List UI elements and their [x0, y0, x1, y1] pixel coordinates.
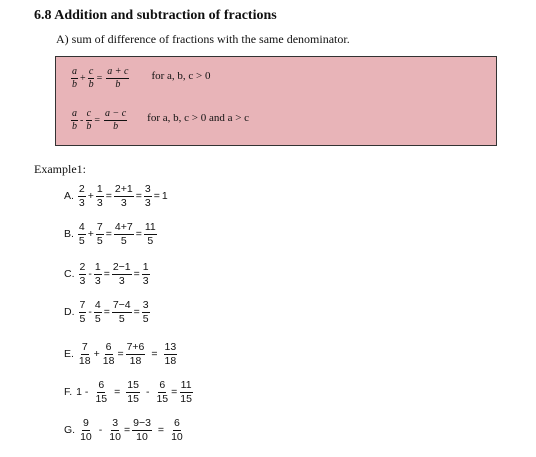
- rule2-frac-a: $\frac{a}{b}$: [72, 108, 77, 132]
- rule-box: [55, 56, 497, 146]
- rule-2: $\frac{a}{b}$ - $\frac{c}{b}$ = $\frac{a - c}{b}$ for a, b, c > 0 and a > c: [72, 108, 250, 132]
- example-title: Example1:: [34, 162, 86, 176]
- example-d: D. $\frac{7}{5}$ - $\frac{4}{5}$ = $\frac{7-4}{5}$ = $\frac{3}{5}$: [64, 299, 149, 325]
- example-f: F. 1 - $\frac{6}{15}$ = $\frac{15}{15}$ - $\frac{6}{15}$ = $\frac{11}{15}$: [64, 379, 192, 405]
- example-c: C. $\frac{2}{3}$ - $\frac{1}{3}$ = $\frac{2-1}{3}$ = $\frac{1}{3}$: [64, 261, 149, 287]
- example-b: B. $\frac{4}{5}$ + $\frac{7}{5}$ = $\frac{4+7}{5}$ = $\frac{11}{5}$: [64, 221, 156, 247]
- rule1-condition: for a, b, c > 0: [151, 69, 211, 82]
- example-a: A. $\frac{2}{3}$ + $\frac{1}{3}$ = $\frac{2+1}{3}$ = $\frac{3}{3}$ = 1: [64, 183, 168, 209]
- subtitle: A) sum of difference of fractions with the same denominator.: [56, 32, 350, 46]
- rule-1: $\frac{a}{b}$ + $\frac{c}{b}$ = $\frac{a + c}{b}$ for a, b, c > 0: [72, 66, 211, 90]
- rule2-frac-b: $\frac{c}{b}$: [86, 108, 92, 132]
- rule1-frac-a: $\frac{a}{b}$: [72, 66, 77, 90]
- section-title: 6.8 Addition and subtraction of fractions: [34, 8, 277, 23]
- rule1-frac-b: $\frac{c}{b}$: [88, 66, 94, 90]
- rule2-condition: for a, b, c > 0 and a > c: [147, 111, 250, 124]
- example-g: G. $\frac{9}{10}$ - $\frac{3}{10}$ = $\frac{9-3}{10}$ = $\frac{6}{10}$: [64, 417, 183, 443]
- rule1-frac-result: $\frac{a + c}{b}$: [107, 66, 129, 90]
- rule2-frac-result: $\frac{a - c}{b}$: [104, 108, 127, 132]
- example-e: E. $\frac{7}{18}$ + $\frac{6}{18}$ = $\frac{7+6}{18}$ = $\frac{13}{18}$: [64, 341, 177, 367]
